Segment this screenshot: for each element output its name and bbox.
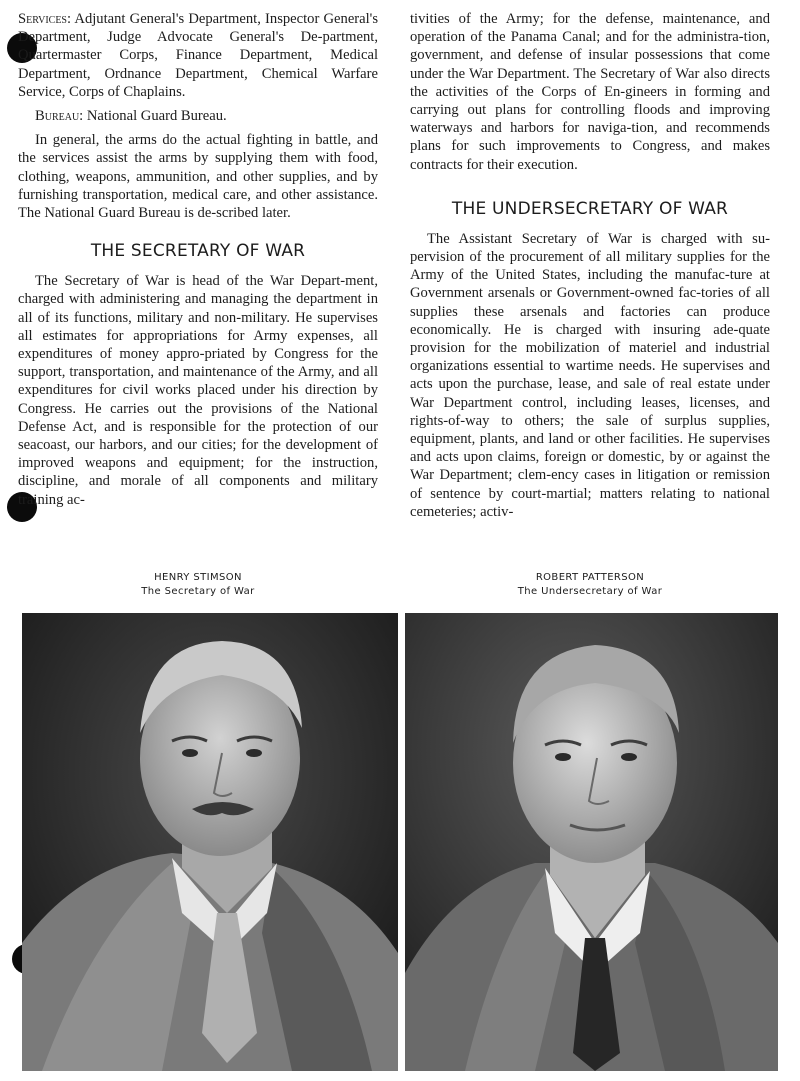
left-text-column (18, 10, 378, 509)
caption-title: The Secretary of War (141, 586, 255, 597)
right-text-column (410, 10, 770, 521)
services-paragraph (18, 10, 378, 101)
caption-name: ROBERT PATTERSON (535, 572, 645, 583)
services-label: Services: (18, 11, 72, 27)
continuation-paragraph: tivities of the Army; for the defense, maintenance, and operation of the Panama Canal; and for the administra-tion, government, and defense of insular possessions that come under the War Department. The Secretary of War also directs the activities of the Corps of En-gineers in forming and carrying out plans for controlling floods and improving waterways and harbors for naviga-tion, and recommends plans for such improvements to Congress, and makes contracts for their execution. (410, 11, 770, 173)
undersecretary-paragraph: The Assistant Secretary of War is charged with su-pervision of the procurement of all military supplies for the Army of the United States, including the manufac-ture at Government arsenals or Government-owned fac-tories of all supplies these arsenals and factories can produce economically. He is charged with insuring ade-quate provision for the mobilization of materiel and industrial organizations essential to wartime needs. He supervises and acts upon the purchase, lease, and sale of real estate under War Department control, including leases, licenses, and rights-of-way to others; the sale of surplus supplies, equipment, plants, and land or other facilities. He supervises and acts upon claims, foreign or domestic, by or against the War Department; clem-ency cases in litigation or remission of sentence by court-martial; matters relating to national cemeteries; activ- (410, 230, 770, 520)
portrait-photo-patterson (405, 613, 778, 1071)
secretary-paragraph: The Secretary of War is head of the War Depart-ment, charged with administering and managing the department in all of its functions, military and non-military. He supervises all estimates for appropriations for Army expenses, all expenditures of money appro-priated by Congress for the support, transportation, and maintenance of the Army, and all expenditures for civil works placed under his direction by Congress. He carries out the provisions of the National Defense Act, and is responsible for the protection of our seacoast, our harbors, and our cities; for the development of improved weapons and equipment; for the instruction, discipline, and morale of all components and military training ac- (18, 273, 378, 508)
portrait-photo-stimson (22, 613, 398, 1071)
bureau-label: Bureau: (35, 108, 84, 125)
caption-stimson (18, 571, 378, 599)
secretary-heading: THE SECRETARY OF WAR (90, 241, 306, 262)
services-text: Adjutant General's Department, Inspector General's Department, Judge Advocate General's De-partment, Quartermaster Corps, Finance Department, Medical Department, Ordnance Department, Chemical Warfare Service, Corps of Chaplains. (18, 11, 378, 100)
caption-patterson (410, 571, 770, 599)
caption-title: The Undersecretary of War (517, 586, 663, 597)
caption-name: HENRY STIMSON (154, 572, 242, 583)
undersecretary-heading: THE UNDERSECRETARY OF WAR (451, 198, 729, 219)
bureau-text: National Guard Bureau. (83, 108, 227, 125)
bureau-paragraph (18, 107, 378, 125)
general-paragraph: In general, the arms do the actual fighting in battle, and the services assist the arms by supplying them with food, clothing, weapons, ammunition, and other supplies, and by furnishing transportation, medical care, and other assistance. The National Guard Bureau is de-scribed later. (18, 132, 378, 222)
